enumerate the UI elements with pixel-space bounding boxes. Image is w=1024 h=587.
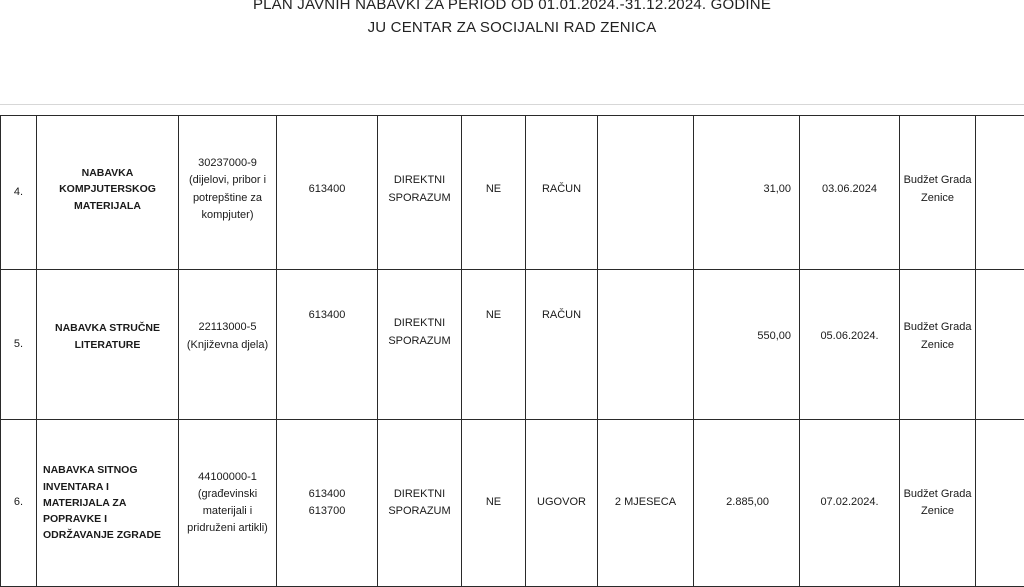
procedure-type: DIREKTNI SPORAZUM xyxy=(378,420,462,587)
row-number: 4. xyxy=(1,116,37,270)
scan-divider xyxy=(0,104,1024,105)
empty-cell xyxy=(976,270,1024,420)
document-title: PLAN JAVNIH NABAVKI ZA PERIOD OD 01.01.2024.-31.12.2024. GODINE xyxy=(0,0,1024,13)
item-description: NABAVKA STRUČNE LITERATURE xyxy=(37,270,179,420)
table-row xyxy=(1,420,1024,587)
cpv-code: 22113000-5 (Književna djela) xyxy=(179,270,277,420)
flag-value: NE xyxy=(462,116,526,270)
empty-cell xyxy=(976,420,1024,587)
funding-source: Budžet Grada Zenice xyxy=(900,420,976,587)
estimated-value: 2.885,00 xyxy=(694,420,800,587)
start-date: 03.06.2024 xyxy=(800,116,900,270)
duration xyxy=(598,270,694,420)
procedure-type: DIREKTNI SPORAZUM xyxy=(378,270,462,420)
estimated-value: 31,00 xyxy=(694,116,800,270)
start-date: 07.02.2024. xyxy=(800,420,900,587)
row-number: 5. xyxy=(1,270,37,420)
contract-type: UGOVOR xyxy=(526,420,598,587)
table-row xyxy=(1,116,1024,270)
start-date: 05.06.2024. xyxy=(800,270,900,420)
item-description: NABAVKA SITNOG INVENTARA I MATERIJALA ZA POPRAVKE I ODRŽAVANJE ZGRADE xyxy=(37,420,179,587)
estimated-value: 550,00 xyxy=(694,270,800,420)
duration: 2 MJESECA xyxy=(598,420,694,587)
row-number: 6. xyxy=(1,420,37,587)
procedure-type: DIREKTNI SPORAZUM xyxy=(378,116,462,270)
cpv-code: 30237000-9 (dijelovi, pribor i potrepštine za kompjuter) xyxy=(179,116,277,270)
cpv-code: 44100000-1 (građevinski materijali i pridruženi artikli) xyxy=(179,420,277,587)
flag-value: NE xyxy=(462,420,526,587)
item-description: NABAVKA KOMPJUTERSKOG MATERIJALA xyxy=(37,116,179,270)
institution-name: JU CENTAR ZA SOCIJALNI RAD ZENICA xyxy=(0,19,1024,36)
duration xyxy=(598,116,694,270)
empty-cell xyxy=(976,116,1024,270)
procurement-table xyxy=(0,115,1024,587)
contract-type: RAČUN xyxy=(526,270,598,420)
flag-value: NE xyxy=(462,270,526,420)
account-code: 613400 613700 xyxy=(277,420,378,587)
contract-type: RAČUN xyxy=(526,116,598,270)
funding-source: Budžet Grada Zenice xyxy=(900,116,976,270)
account-code: 613400 xyxy=(277,116,378,270)
account-code: 613400 xyxy=(277,270,378,420)
funding-source: Budžet Grada Zenice xyxy=(900,270,976,420)
table-row xyxy=(1,270,1024,420)
